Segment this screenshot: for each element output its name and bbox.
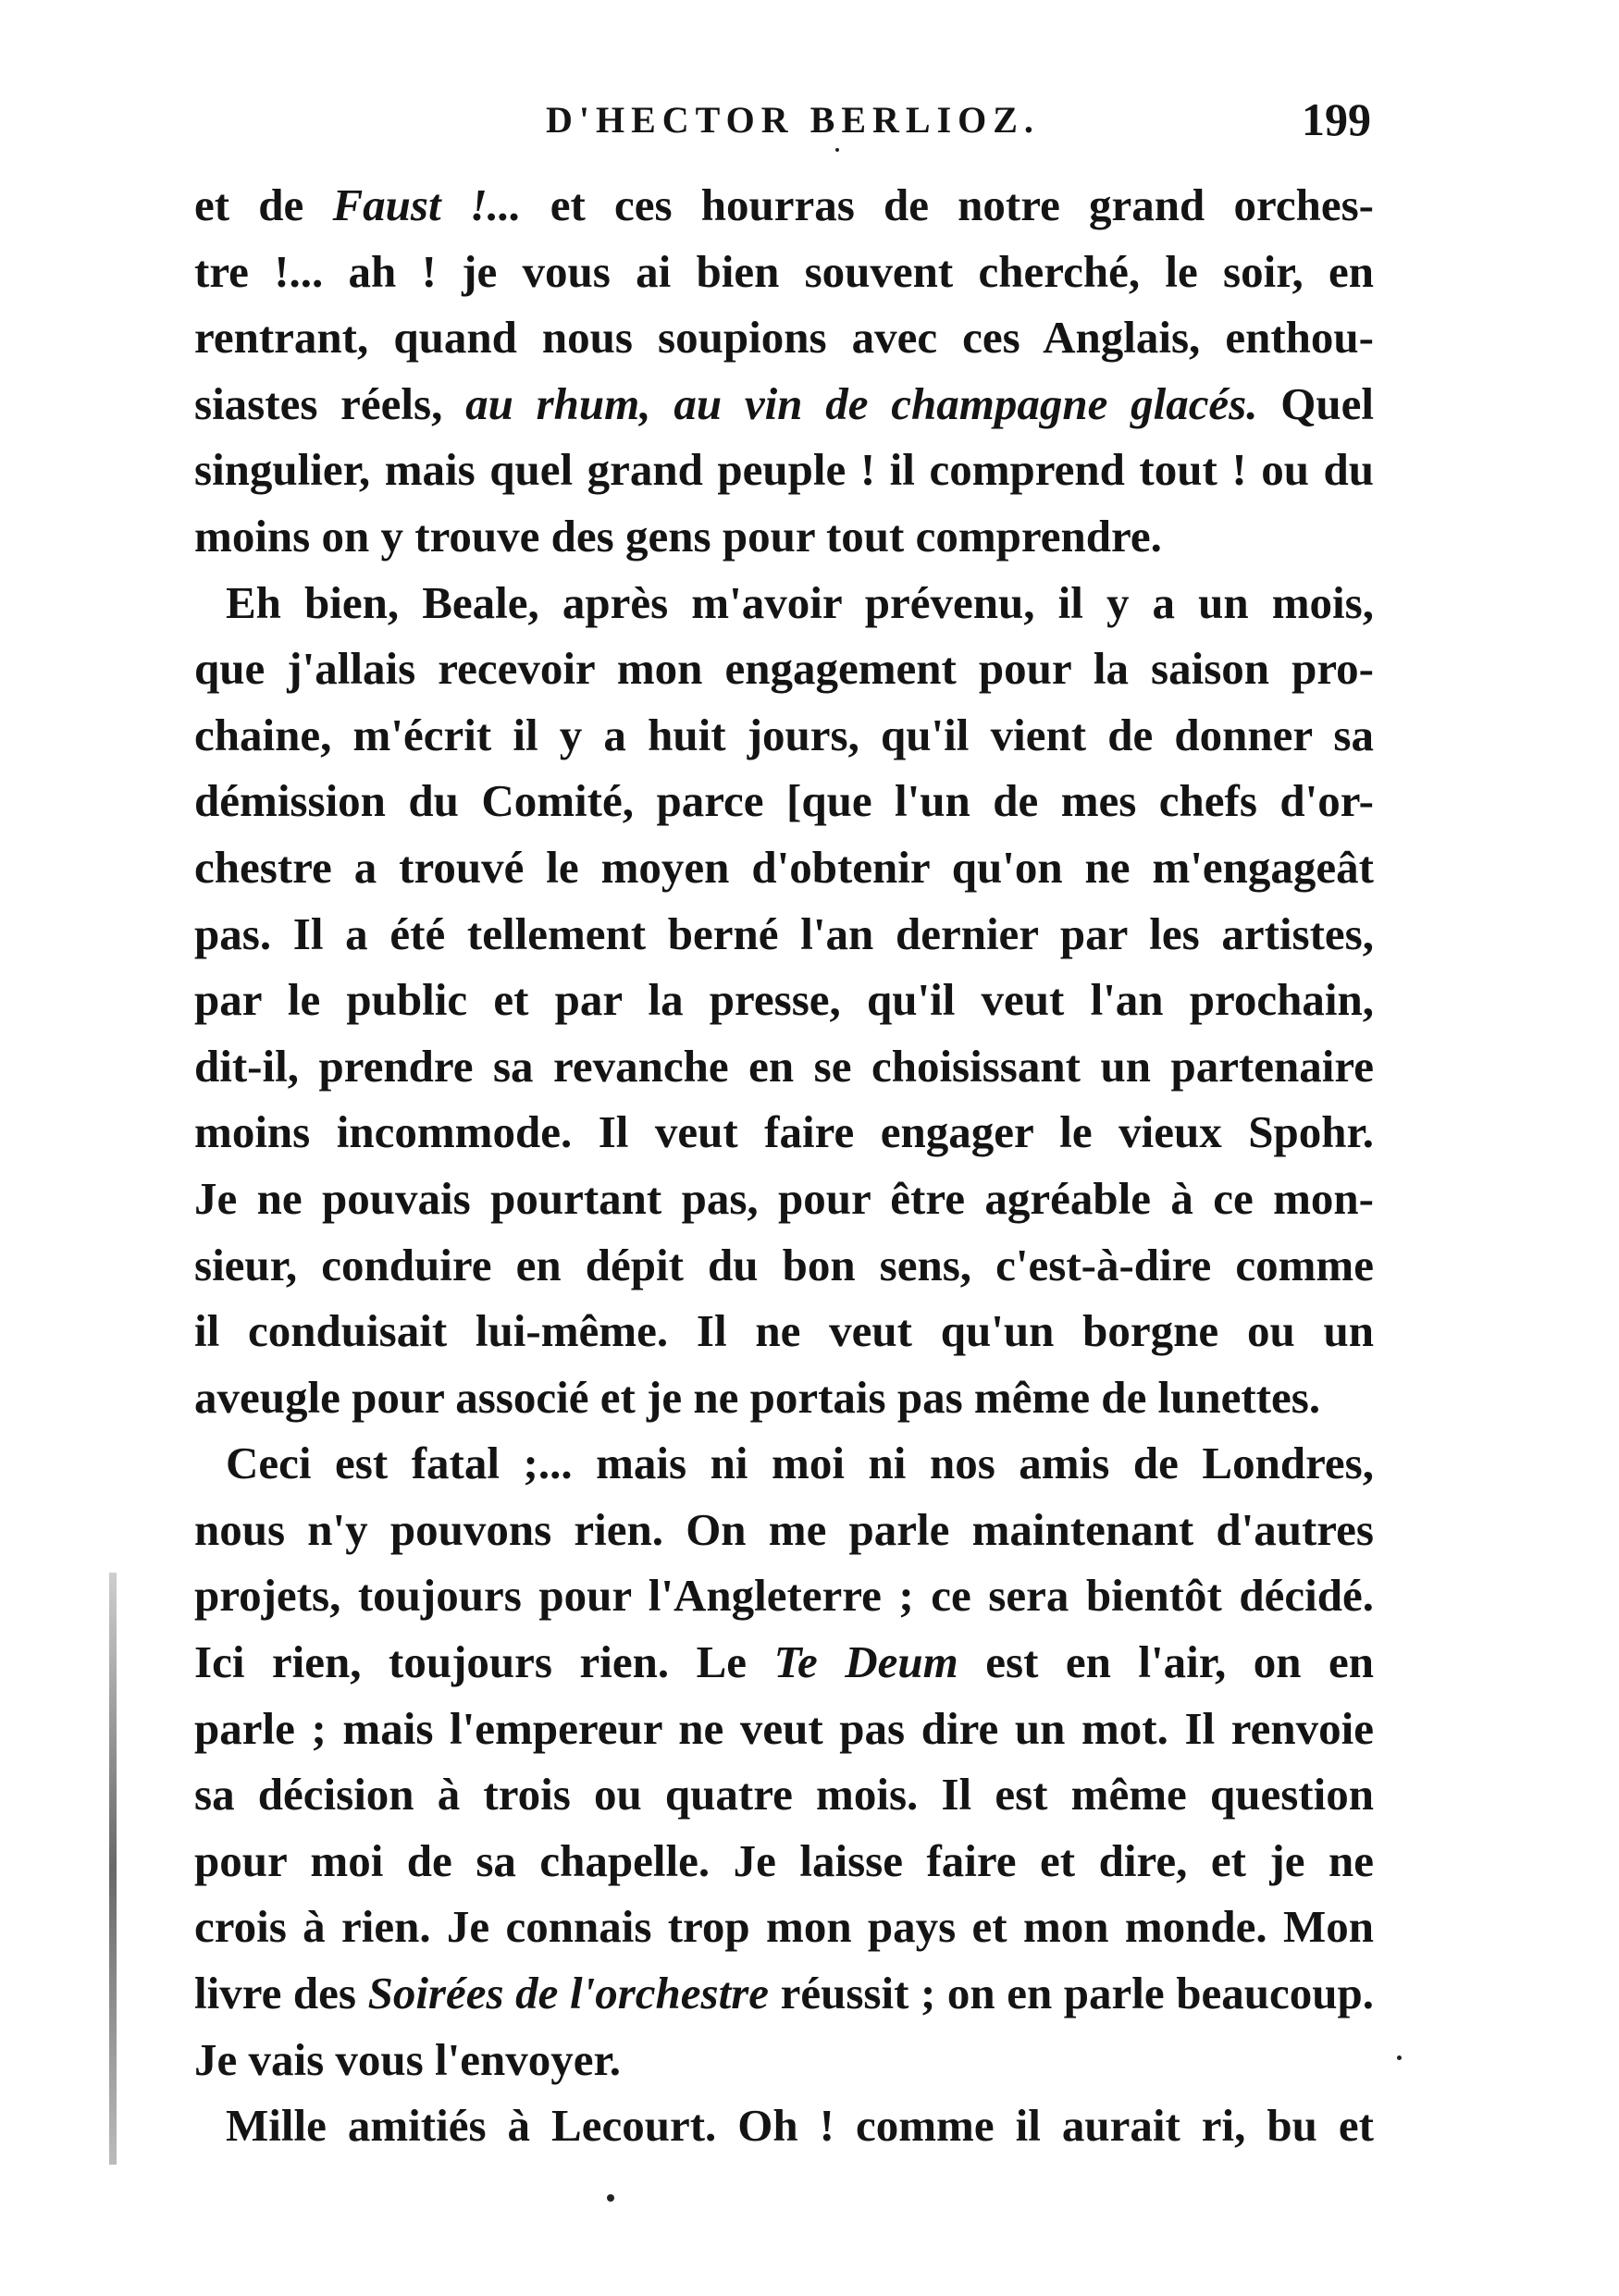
ink-speck: [1397, 2055, 1402, 2060]
text-line: [194, 1364, 1374, 1431]
text-segment: aveugle pour associé et je ne portais pas même de lunettes.: [194, 1371, 1321, 1423]
text-line: [194, 304, 1374, 371]
text-line: [194, 1696, 1374, 1762]
text-line: [194, 967, 1374, 1033]
text-segment: démission du Comité, parce [que l'un de mes chefs d'or-: [194, 775, 1374, 827]
text-segment: chestre a trouvé le moyen d'obtenir qu'on ne m'engageât: [194, 841, 1374, 893]
page-header: [194, 93, 1371, 148]
text-line: [194, 1166, 1374, 1232]
text-line: [194, 1033, 1374, 1100]
text-segment: moins incommode. Il veut faire engager le vieux Spohr.: [194, 1106, 1374, 1158]
italic-text: Soirées de l'orchestre: [367, 1968, 770, 2019]
text-line: [194, 172, 1374, 239]
text-line: [194, 437, 1374, 503]
text-line: [194, 702, 1374, 769]
text-segment: livre des: [194, 1968, 368, 2019]
text-segment: chaine, m'écrit il y a huit jours, qu'il vient de donner sa: [194, 709, 1374, 760]
text-segment: pas. Il a été tellement berné l'an dernier par les artistes,: [194, 907, 1374, 959]
text-segment: Je ne pouvais pourtant pas, pour être agréable à ce mon-: [194, 1172, 1374, 1224]
text-segment: est en l'air, on en: [958, 1636, 1374, 1688]
text-segment: [651, 378, 674, 429]
text-line: [194, 1232, 1374, 1299]
ink-speck: [835, 148, 839, 152]
text-segment: crois à rien. Je connais trop mon pays et mon monde. Mon: [194, 1901, 1374, 1953]
text-segment: par le public et par la presse, qu'il veut l'an prochain,: [194, 974, 1374, 1026]
running-head: D'HECTOR BERLIOZ.: [546, 99, 1040, 141]
text-line: [194, 1298, 1374, 1364]
text-segment: parle ; mais l'empereur ne veut pas dire un mot. Il renvoie: [194, 1702, 1374, 1754]
text-segment: siastes réels,: [194, 377, 466, 429]
text-segment: Ceci est fatal ;... mais ni moi ni nos amis de Londres,: [226, 1438, 1374, 1489]
text-segment: nous n'y pouvons rien. On me parle maintenant d'autres: [194, 1503, 1374, 1555]
text-segment: réussit ; on en parle beaucoup.: [769, 1968, 1374, 2019]
text-segment: que j'allais recevoir mon engagement pour la saison pro-: [194, 643, 1374, 695]
text-line: [194, 1099, 1374, 1166]
text-segment: sa décision à trois ou quatre mois. Il est même question: [194, 1769, 1374, 1821]
text-line: [194, 1828, 1374, 1895]
text-segment: tre !... ah ! je vous ai bien souvent cherché, le soir, en: [194, 245, 1374, 297]
text-line: [194, 636, 1374, 702]
margin-scan-streak: [109, 1573, 117, 2165]
text-line: [194, 834, 1374, 901]
text-segment: Je vais vous l'envoyer.: [194, 2033, 621, 2085]
text-segment: et ces hourras de notre grand orches-: [521, 179, 1374, 230]
text-line: [194, 901, 1374, 968]
text-segment: Quel: [1257, 377, 1375, 429]
text-line: [194, 1629, 1374, 1696]
text-segment: singulier, mais quel grand peuple ! il comprend tout ! ou du: [194, 444, 1374, 496]
text-line: [194, 1562, 1374, 1629]
text-line: [194, 503, 1374, 570]
text-segment: dit-il, prendre sa revanche en se choisissant un partenaire: [194, 1040, 1374, 1092]
text-segment: il conduisait lui-même. Il ne veut qu'un borgne ou un: [194, 1305, 1374, 1357]
text-line: [194, 768, 1374, 834]
text-line: [194, 570, 1374, 636]
text-segment: rentrant, quand nous soupions avec ces Anglais, enthou-: [194, 312, 1374, 364]
text-line: [194, 239, 1374, 305]
italic-text: Te Deum: [773, 1636, 958, 1688]
text-segment: et de: [194, 179, 333, 230]
text-segment: Mille amitiés à Lecourt. Oh ! comme il aurait ri, bu et: [226, 2100, 1374, 2152]
text-line: [194, 1960, 1374, 2027]
text-segment: Ici rien, toujours rien. Le: [194, 1636, 774, 1688]
text-segment: sieur, conduire en dépit du bon sens, c'est-à-dire comme: [194, 1239, 1374, 1290]
italic-text: au vin de champagne glacés.: [674, 377, 1258, 429]
text-segment: pour moi de sa chapelle. Je laisse faire et dire, et je ne: [194, 1834, 1374, 1886]
text-line: [194, 1761, 1374, 1828]
text-line: [194, 2092, 1374, 2159]
text-segment: Eh bien, Beale, après m'avoir prévenu, il y a un mois,: [226, 576, 1374, 628]
text-segment: projets, toujours pour l'Angleterre ; ce sera bientôt décidé.: [194, 1570, 1374, 1622]
text-line: [194, 1430, 1374, 1497]
page-number: 199: [1302, 93, 1371, 145]
ink-speck: [607, 2194, 614, 2202]
text-line: [194, 2027, 1374, 2093]
text-line: [194, 371, 1374, 438]
italic-text: Faust !...: [332, 179, 522, 230]
italic-text: au rhum,: [465, 377, 651, 429]
text-line: [194, 1894, 1374, 1960]
text-line: [194, 1497, 1374, 1563]
text-segment: moins on y trouve des gens pour tout comprendre.: [194, 510, 1162, 562]
body-text: [194, 172, 1374, 2159]
